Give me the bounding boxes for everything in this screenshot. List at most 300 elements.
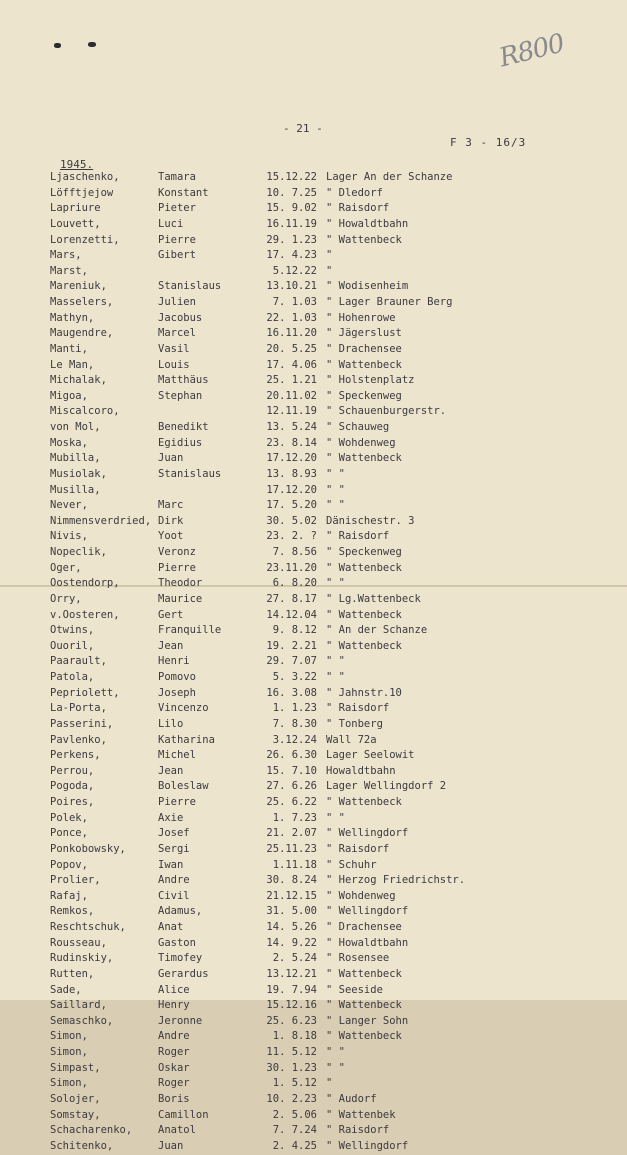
given-name: Pieter xyxy=(158,202,196,215)
camp-location: " Wattenbek xyxy=(326,1108,396,1121)
surname: Oostendorp, xyxy=(50,577,120,590)
birth-date: 13.10.21 xyxy=(266,280,317,293)
surname: Saillard, xyxy=(50,999,107,1012)
camp-location: " " xyxy=(326,671,345,683)
register-row xyxy=(0,843,627,859)
register-row xyxy=(0,265,627,281)
given-name: Andre xyxy=(158,1030,190,1043)
birth-date: 16.11.19 xyxy=(266,217,317,230)
camp-location: " " xyxy=(326,483,345,496)
given-name: Julien xyxy=(158,296,196,308)
surname: Nimmensverdried, xyxy=(50,514,152,527)
register-row xyxy=(0,515,627,531)
surname: Semaschko, xyxy=(50,1014,114,1027)
birth-date: 30. 5.02 xyxy=(266,514,317,527)
surname: von Mol, xyxy=(50,421,101,433)
surname: Rudinskiy, xyxy=(50,952,114,965)
given-name: Theodor xyxy=(158,577,203,590)
punch-holes xyxy=(52,40,102,52)
surname: Simon, xyxy=(50,1077,88,1090)
birth-date: 22. 1.03 xyxy=(266,311,317,324)
surname: Marst, xyxy=(50,264,88,277)
surname: Remkos, xyxy=(50,905,95,918)
register-row xyxy=(0,609,627,625)
birth-date: 20. 5.25 xyxy=(266,342,317,355)
given-name: Jacobus xyxy=(158,311,203,324)
birth-date: 15.12.16 xyxy=(266,999,317,1012)
punch-hole-icon xyxy=(88,42,96,47)
surname: Ponkobowsky, xyxy=(50,842,126,855)
register-row xyxy=(0,421,627,437)
surname: v.Oosteren, xyxy=(50,608,120,621)
camp-location: " xyxy=(326,264,333,277)
register-row xyxy=(0,405,627,421)
surname: Ponce, xyxy=(50,827,88,840)
register-row xyxy=(0,171,627,187)
register-row xyxy=(0,1030,627,1046)
register-row xyxy=(0,765,627,781)
given-name: Joseph xyxy=(158,686,196,699)
surname: Otwins, xyxy=(50,624,95,637)
surname: Rutten, xyxy=(50,967,95,980)
given-name: Juan xyxy=(158,452,184,465)
surname: Perrou, xyxy=(50,764,95,777)
birth-date: 21.12.15 xyxy=(266,889,317,902)
given-name: Matthäus xyxy=(158,374,209,387)
given-name: Boleslaw xyxy=(158,780,209,793)
register-row xyxy=(0,624,627,640)
birth-date: 6. 8.20 xyxy=(272,577,317,590)
camp-location: " Schuhr xyxy=(326,858,377,871)
surname: Nivis, xyxy=(50,530,88,543)
surname: Mareniuk, xyxy=(50,280,107,293)
register-row xyxy=(0,1062,627,1078)
surname: Miscalcoro, xyxy=(50,405,120,418)
birth-date: 5. 3.22 xyxy=(272,671,317,683)
register-row xyxy=(0,1093,627,1109)
camp-location: " Wattenbeck xyxy=(326,999,402,1012)
register-row xyxy=(0,780,627,796)
given-name: Marc xyxy=(158,499,184,512)
surname: Rousseau, xyxy=(50,936,107,949)
given-name: Tamara xyxy=(158,171,196,183)
given-name: Jean xyxy=(158,639,184,652)
given-name: Roger xyxy=(158,1077,190,1090)
given-name: Stanislaus xyxy=(158,467,222,480)
surname: Musiolak, xyxy=(50,467,107,480)
camp-location: " Rosensee xyxy=(326,952,390,965)
register-row xyxy=(0,234,627,250)
given-name: Juan xyxy=(158,1139,184,1152)
given-name: Lilo xyxy=(158,717,184,730)
given-name: Konstant xyxy=(158,186,209,199)
camp-location: " Seeside xyxy=(326,983,383,996)
given-name: Jean xyxy=(158,764,184,777)
register-row xyxy=(0,390,627,406)
camp-location: " Raisdorf xyxy=(326,530,390,543)
surname: Simpast, xyxy=(50,1061,101,1074)
camp-location: " Schauenburgerstr. xyxy=(326,405,447,418)
birth-date: 17.12.20 xyxy=(266,483,317,496)
given-name: Michel xyxy=(158,749,196,762)
register-row xyxy=(0,343,627,359)
camp-location: " Wohdenweg xyxy=(326,889,396,902)
birth-date: 29. 7.07 xyxy=(266,655,317,668)
camp-location: " Lager Brauner Berg xyxy=(326,296,453,308)
given-name: Oskar xyxy=(158,1061,190,1074)
register-list xyxy=(0,171,627,1155)
birth-date: 10. 2.23 xyxy=(266,1092,317,1105)
birth-date: 2. 5.24 xyxy=(272,952,317,965)
register-row xyxy=(0,562,627,578)
given-name: Pierre xyxy=(158,796,196,808)
birth-date: 7. 8.56 xyxy=(272,546,317,558)
given-name: Gibert xyxy=(158,249,196,262)
birth-date: 14.12.04 xyxy=(266,608,317,621)
birth-date: 17.12.20 xyxy=(266,452,317,465)
given-name: Sergi xyxy=(158,842,190,855)
surname: Solojer, xyxy=(50,1092,101,1105)
birth-date: 30. 8.24 xyxy=(266,874,317,887)
camp-location: " An der Schanze xyxy=(326,624,428,637)
camp-location: " Jahnstr.10 xyxy=(326,686,402,699)
camp-location: " Raisdorf xyxy=(326,702,390,715)
given-name: Andre xyxy=(158,874,190,887)
birth-date: 27. 6.26 xyxy=(266,780,317,793)
birth-date: 14. 9.22 xyxy=(266,936,317,949)
surname: Pavlenko, xyxy=(50,733,107,746)
register-row xyxy=(0,874,627,890)
camp-location: " Langer Sohn xyxy=(326,1014,409,1027)
given-name: Gaston xyxy=(158,936,196,949)
surname: Lapriure xyxy=(50,202,101,215)
register-row xyxy=(0,312,627,328)
camp-location: Lager Seelowit xyxy=(326,749,415,762)
birth-date: 1. 5.12 xyxy=(272,1077,317,1090)
camp-location: " Raisdorf xyxy=(326,202,390,215)
given-name: Axie xyxy=(158,811,184,824)
surname: Patola, xyxy=(50,671,95,683)
register-row xyxy=(0,671,627,687)
birth-date: 20.11.02 xyxy=(266,389,317,402)
camp-location: " Wattenbeck xyxy=(326,608,402,621)
birth-date: 15. 7.10 xyxy=(266,764,317,777)
surname: Musilla, xyxy=(50,483,101,496)
camp-location: " " xyxy=(326,811,345,824)
surname: Ouoril, xyxy=(50,639,95,652)
camp-location: Dänischestr. 3 xyxy=(326,514,415,527)
given-name: Josef xyxy=(158,827,190,840)
given-name: Katharina xyxy=(158,733,215,746)
given-name: Stephan xyxy=(158,389,203,402)
camp-location: " Raisdorf xyxy=(326,842,390,855)
register-row xyxy=(0,484,627,500)
camp-location: " Wattenbeck xyxy=(326,561,402,574)
birth-date: 29. 1.23 xyxy=(266,233,317,246)
given-name: Veronz xyxy=(158,546,196,558)
camp-location: Lager An der Schanze xyxy=(326,171,453,183)
register-row xyxy=(0,1109,627,1125)
given-name: Iwan xyxy=(158,858,184,871)
camp-location: Wall 72a xyxy=(326,733,377,746)
birth-date: 19. 7.94 xyxy=(266,983,317,996)
register-row xyxy=(0,1077,627,1093)
given-name: Vasil xyxy=(158,342,190,355)
register-row xyxy=(0,577,627,593)
given-name: Anatol xyxy=(158,1124,196,1137)
birth-date: 26. 6.30 xyxy=(266,749,317,762)
register-row xyxy=(0,218,627,234)
camp-location: " Wattenbeck xyxy=(326,1030,402,1043)
given-name: Jeronne xyxy=(158,1014,203,1027)
camp-location: " Herzog Friedrichstr. xyxy=(326,874,466,887)
surname: Löfftjejow xyxy=(50,186,114,199)
camp-location: " Lg.Wattenbeck xyxy=(326,592,421,605)
register-row xyxy=(0,812,627,828)
birth-date: 21. 2.07 xyxy=(266,827,317,840)
given-name: Dirk xyxy=(158,514,184,527)
register-row xyxy=(0,859,627,875)
given-name: Pierre xyxy=(158,561,196,574)
surname: Pepriolett, xyxy=(50,686,120,699)
register-row xyxy=(0,530,627,546)
register-row xyxy=(0,249,627,265)
camp-location: " Wattenbeck xyxy=(326,233,402,246)
register-row xyxy=(0,1046,627,1062)
register-row xyxy=(0,734,627,750)
register-row xyxy=(0,890,627,906)
register-row xyxy=(0,499,627,515)
given-name: Civil xyxy=(158,889,190,902)
surname: Simon, xyxy=(50,1046,88,1058)
surname: Masselers, xyxy=(50,296,114,308)
register-row xyxy=(0,702,627,718)
camp-location: " Tonberg xyxy=(326,717,383,730)
surname: Louvett, xyxy=(50,217,101,230)
register-row xyxy=(0,952,627,968)
surname: Le Man, xyxy=(50,358,95,371)
register-row xyxy=(0,359,627,375)
surname: Ljaschenko, xyxy=(50,171,120,183)
birth-date: 7. 7.24 xyxy=(272,1124,317,1137)
camp-location: " Wellingdorf xyxy=(326,905,409,918)
camp-location: " " xyxy=(326,467,345,480)
given-name: Roger xyxy=(158,1046,190,1058)
register-row xyxy=(0,280,627,296)
surname: Migoa, xyxy=(50,389,88,402)
surname: Mathyn, xyxy=(50,311,95,324)
birth-date: 19. 2.21 xyxy=(266,639,317,652)
camp-location: " Jägerslust xyxy=(326,327,402,340)
birth-date: 2. 4.25 xyxy=(272,1139,317,1152)
register-row xyxy=(0,187,627,203)
surname: Mars, xyxy=(50,249,82,262)
camp-location: " xyxy=(326,249,333,262)
surname: Schacharenko, xyxy=(50,1124,133,1137)
given-name: Timofey xyxy=(158,952,203,965)
register-row xyxy=(0,905,627,921)
given-name: Gert xyxy=(158,608,184,621)
birth-date: 25. 6.22 xyxy=(266,796,317,808)
register-row xyxy=(0,937,627,953)
surname: Simon, xyxy=(50,1030,88,1043)
birth-date: 17. 5.20 xyxy=(266,499,317,512)
register-row xyxy=(0,202,627,218)
birth-date: 16.11.20 xyxy=(266,327,317,340)
birth-date: 13.12.21 xyxy=(266,967,317,980)
punch-hole-icon xyxy=(54,43,61,48)
register-row xyxy=(0,655,627,671)
birth-date: 25. 6.23 xyxy=(266,1014,317,1027)
camp-location: " Wattenbeck xyxy=(326,967,402,980)
surname: La-Porta, xyxy=(50,702,107,715)
camp-location: " Wattenbeck xyxy=(326,452,402,465)
register-row xyxy=(0,827,627,843)
register-row xyxy=(0,1140,627,1155)
birth-date: 10. 7.25 xyxy=(266,186,317,199)
birth-date: 27. 8.17 xyxy=(266,592,317,605)
birth-date: 31. 5.00 xyxy=(266,905,317,918)
register-row xyxy=(0,984,627,1000)
birth-date: 3.12.24 xyxy=(272,733,317,746)
register-row xyxy=(0,640,627,656)
register-row xyxy=(0,796,627,812)
surname: Moska, xyxy=(50,436,88,449)
surname: Passerini, xyxy=(50,717,114,730)
given-name: Luci xyxy=(158,217,184,230)
register-row xyxy=(0,546,627,562)
birth-date: 23. 2. ? xyxy=(266,530,317,543)
birth-date: 5.12.22 xyxy=(272,264,317,277)
surname: Rafaj, xyxy=(50,889,88,902)
surname: Lorenzetti, xyxy=(50,233,120,246)
surname: Schitenko, xyxy=(50,1139,114,1152)
given-name: Louis xyxy=(158,358,190,371)
camp-location: " Howaldtbahn xyxy=(326,936,409,949)
file-reference: F 3 - 16/3 xyxy=(450,136,527,149)
given-name: Alice xyxy=(158,983,190,996)
surname: Nopeclik, xyxy=(50,546,107,558)
register-row xyxy=(0,374,627,390)
camp-location: " Hohenrowe xyxy=(326,311,396,324)
birth-date: 7. 1.03 xyxy=(272,296,317,308)
camp-location: " " xyxy=(326,577,345,590)
register-row xyxy=(0,999,627,1015)
camp-location: " Wodisenheim xyxy=(326,280,409,293)
given-name: Franquille xyxy=(158,624,222,637)
birth-date: 11. 5.12 xyxy=(266,1046,317,1058)
given-name: Adamus, xyxy=(158,905,203,918)
camp-location: " Dledorf xyxy=(326,186,383,199)
surname: Orry, xyxy=(50,592,82,605)
given-name: Henry xyxy=(158,999,190,1012)
surname: Perkens, xyxy=(50,749,101,762)
surname: Maugendre, xyxy=(50,327,114,340)
camp-location: " Wellingdorf xyxy=(326,827,409,840)
register-row xyxy=(0,749,627,765)
surname: Never, xyxy=(50,499,88,512)
birth-date: 17. 4.23 xyxy=(266,249,317,262)
birth-date: 9. 8.12 xyxy=(272,624,317,637)
camp-location: " Wattenbeck xyxy=(326,639,402,652)
birth-date: 13. 5.24 xyxy=(266,421,317,433)
camp-location: " " xyxy=(326,655,345,668)
given-name: Vincenzo xyxy=(158,702,209,715)
birth-date: 14. 5.26 xyxy=(266,921,317,933)
camp-location: " xyxy=(326,1077,333,1090)
surname: Prolier, xyxy=(50,874,101,887)
register-row xyxy=(0,718,627,734)
birth-date: 23. 8.14 xyxy=(266,436,317,449)
given-name: Egidius xyxy=(158,436,203,449)
camp-location: " Wohdenweg xyxy=(326,436,396,449)
surname: Popov, xyxy=(50,858,88,871)
surname: Michalak, xyxy=(50,374,107,387)
camp-location: " " xyxy=(326,1046,345,1058)
camp-location: " Speckenweg xyxy=(326,389,402,402)
birth-date: 7. 8.30 xyxy=(272,717,317,730)
camp-location: " " xyxy=(326,499,345,512)
birth-date: 23.11.20 xyxy=(266,561,317,574)
given-name: Yoot xyxy=(158,530,184,543)
register-row xyxy=(0,1015,627,1031)
register-row xyxy=(0,593,627,609)
birth-date: 30. 1.23 xyxy=(266,1061,317,1074)
birth-date: 1.11.18 xyxy=(272,858,317,871)
given-name: Henri xyxy=(158,655,190,668)
birth-date: 17. 4.06 xyxy=(266,358,317,371)
camp-location: " Wellingdorf xyxy=(326,1139,409,1152)
birth-date: 15.12.22 xyxy=(266,171,317,183)
given-name: Maurice xyxy=(158,592,203,605)
register-row xyxy=(0,296,627,312)
birth-date: 2. 5.06 xyxy=(272,1108,317,1121)
surname: Mubilla, xyxy=(50,452,101,465)
birth-date: 1. 8.18 xyxy=(272,1030,317,1043)
year-heading: 1945. xyxy=(60,158,94,171)
given-name: Stanislaus xyxy=(158,280,222,293)
surname: Paarault, xyxy=(50,655,107,668)
register-row xyxy=(0,437,627,453)
birth-date: 25. 1.21 xyxy=(266,374,317,387)
camp-location: " Schauweg xyxy=(326,421,390,433)
camp-location: " Audorf xyxy=(326,1092,377,1105)
camp-location: " Drachensee xyxy=(326,921,402,933)
register-row xyxy=(0,452,627,468)
given-name: Camillon xyxy=(158,1108,209,1121)
camp-location: " " xyxy=(326,1061,345,1074)
register-row xyxy=(0,968,627,984)
surname: Manti, xyxy=(50,342,88,355)
archive-mark: R800 xyxy=(496,28,567,74)
register-row xyxy=(0,687,627,703)
given-name: Boris xyxy=(158,1092,190,1105)
camp-location: Howaldtbahn xyxy=(326,764,396,777)
page-number: - 21 - xyxy=(283,122,323,135)
camp-location: " Howaldtbahn xyxy=(326,217,409,230)
camp-location: " Drachensee xyxy=(326,342,402,355)
birth-date: 13. 8.93 xyxy=(266,467,317,480)
given-name: Pomovo xyxy=(158,671,196,683)
surname: Sade, xyxy=(50,983,82,996)
surname: Poires, xyxy=(50,796,95,808)
given-name: Pierre xyxy=(158,233,196,246)
surname: Oger, xyxy=(50,561,82,574)
camp-location: " Wattenbeck xyxy=(326,358,402,371)
birth-date: 16. 3.08 xyxy=(266,686,317,699)
camp-location: Lager Wellingdorf 2 xyxy=(326,780,447,793)
given-name: Gerardus xyxy=(158,967,209,980)
